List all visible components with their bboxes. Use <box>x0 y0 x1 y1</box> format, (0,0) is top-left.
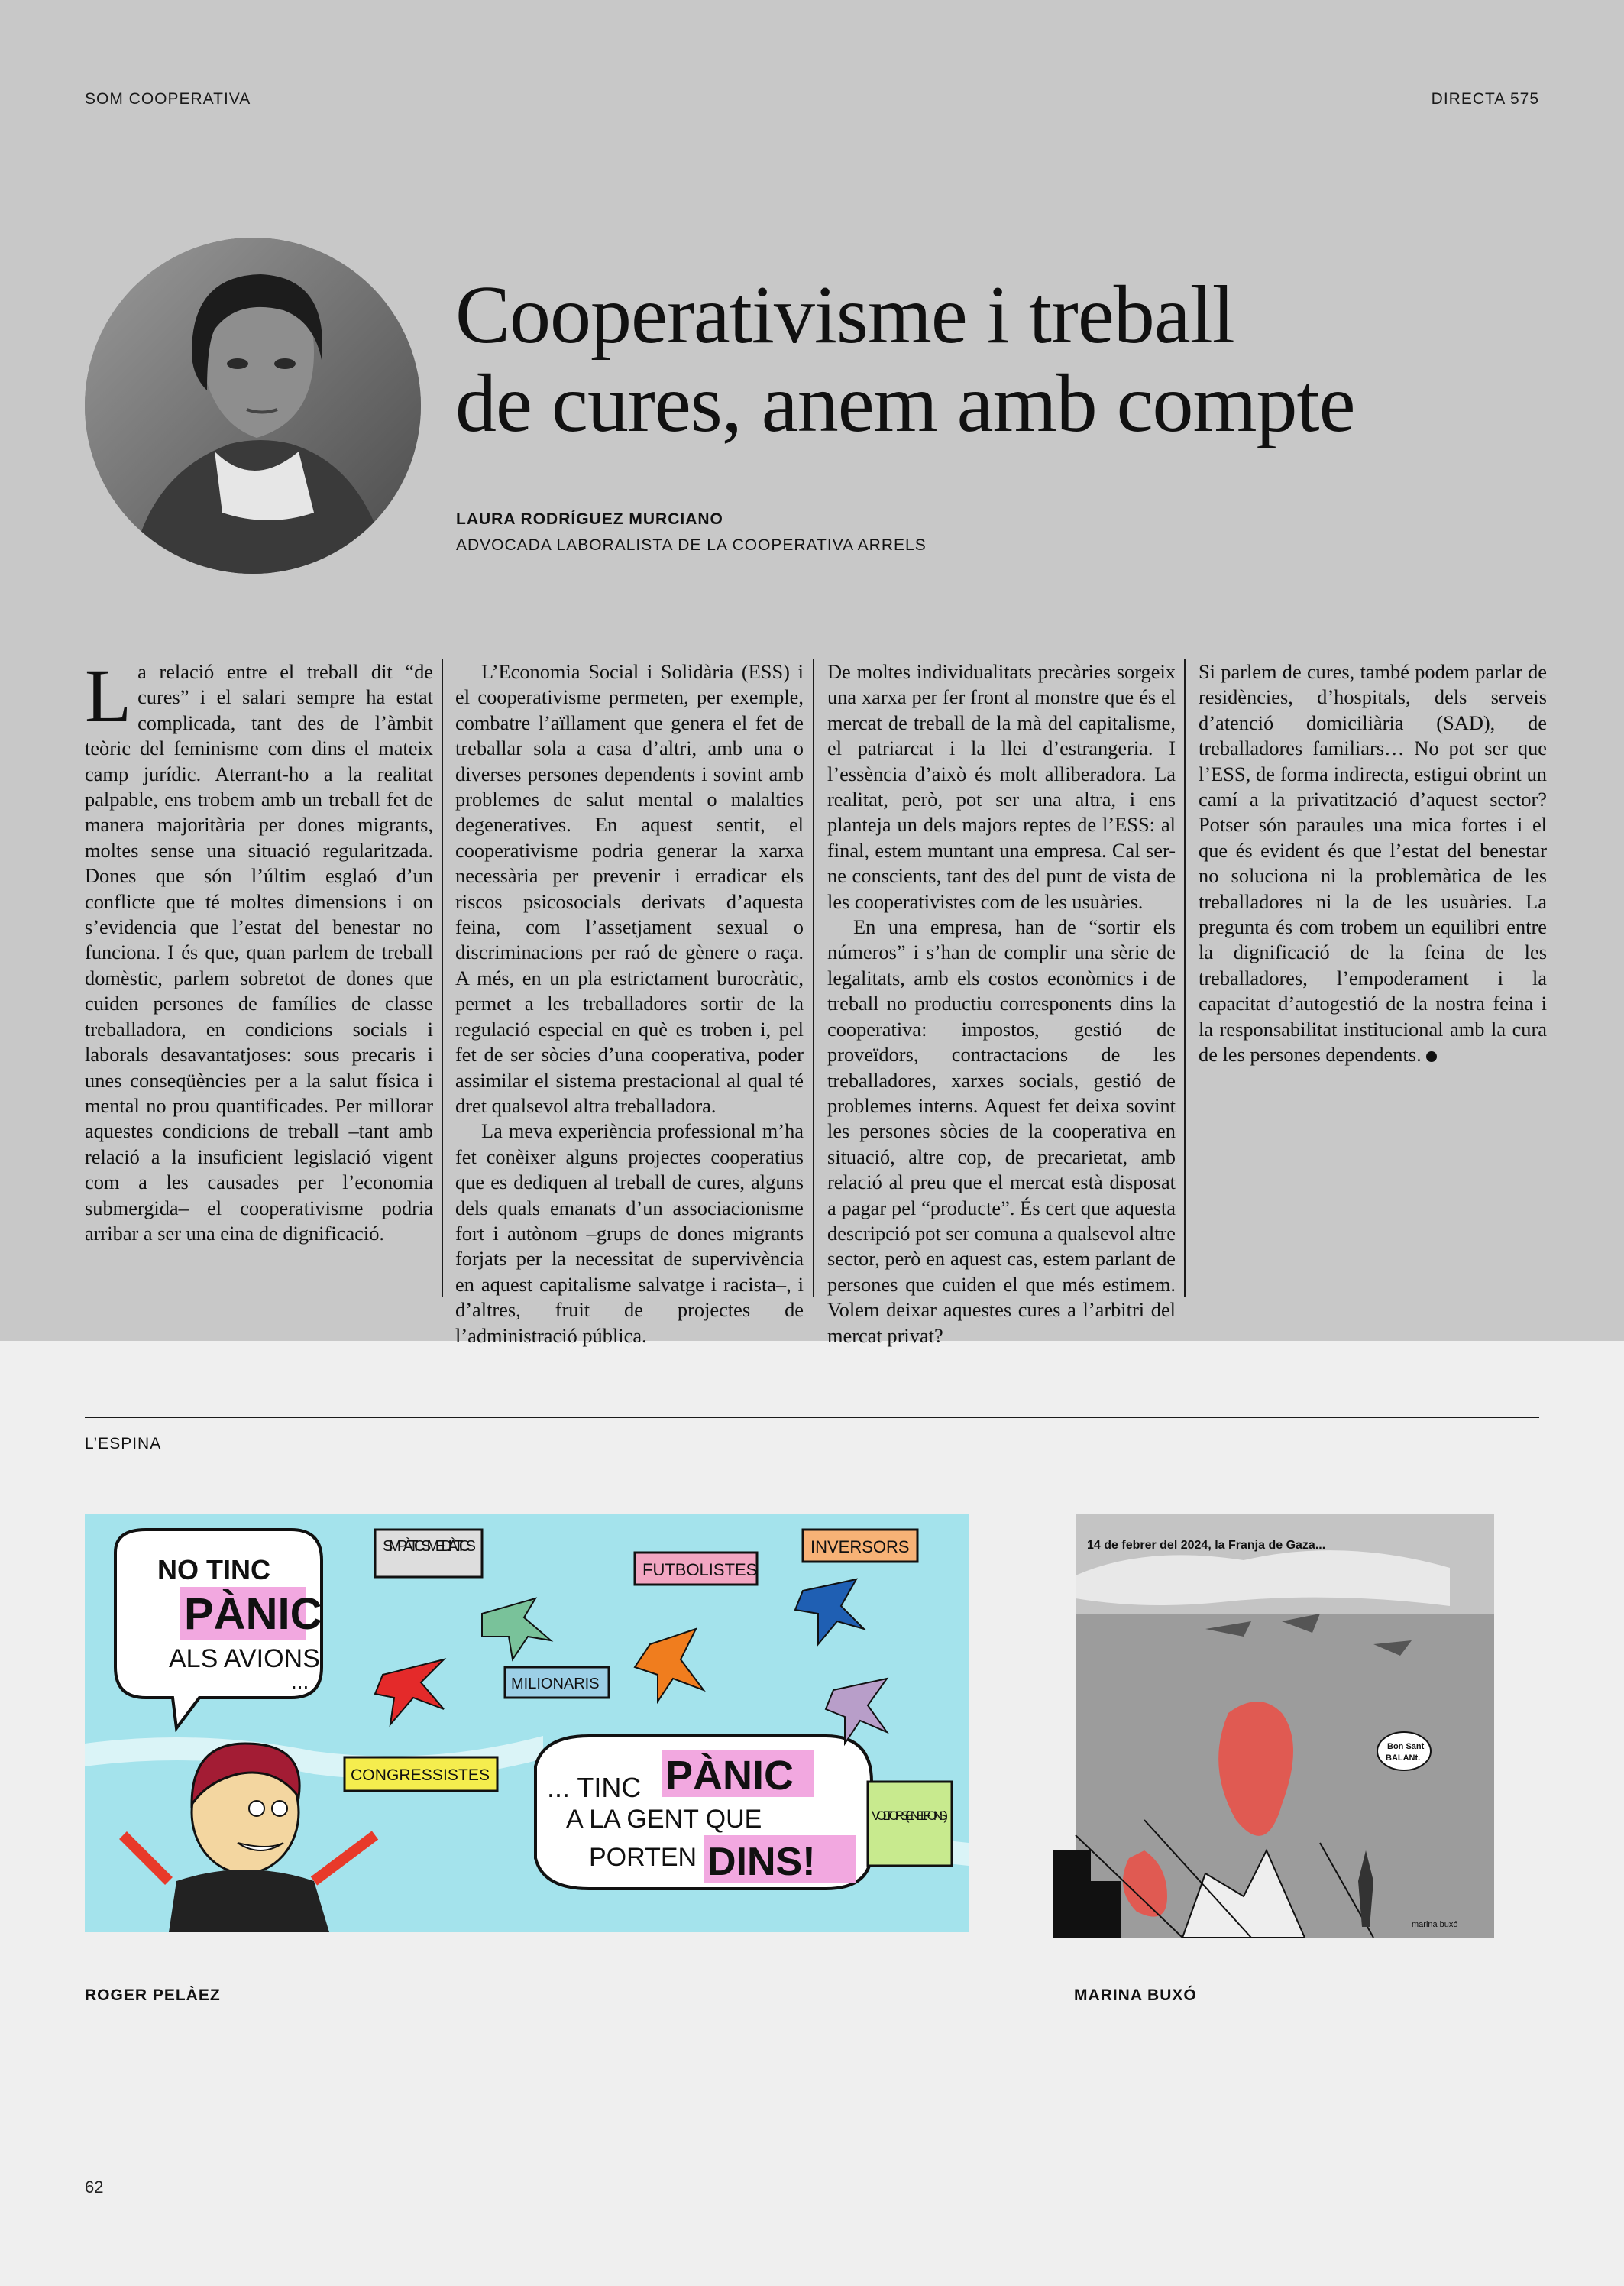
bubble-left-line-1: NO TINC <box>157 1554 270 1585</box>
paragraph-4: De moltes individualitats precàries sorgeix una xarxa per fer front al monstre que és el mercat de treball de la mà del capitalisme, el patriarcat i la llei d’estrangeria. I l’essència d’això és molt alliberadora. La realitat, però, pot ser una altra, i ens planteja un dels majors reptes de l’ESS: al final, estem muntant una empresa. Cal ser-ne conscients, tant des del punt de vista de les cooperativistes com de les usuàries. <box>827 660 1176 913</box>
tag-voltors: VOLTORS (EN EL FONS) <box>872 1808 948 1823</box>
article-column-3 <box>827 659 1176 1349</box>
bubble-right-line-2: PÀNIC <box>665 1753 794 1799</box>
paragraph-2: L’Economia Social i Solidària (ESS) i el cooperativisme permeten, per exemple, combatre l’aïllament que genera el fet de treballar sola a casa d’altri, amb una o diverses persones dependents i sovint amb problemes de salut mental o malalties degeneratives. En aquest sentit, el cooperativisme podria generar la xarxa necessària per prevenir i erradicar els riscos psicosocials derivats d’aquesta feina, com l’assetjament sexual o discriminacions per raó de gènere o raça. A més, en un pla estrictament burocràtic, permet a les treballadores sortir de la regulació especial en què es troben i, pel fet de ser sòcies d’una cooperativa, poder assimilar el sistema prestacional al qual té dret qualsevol altra treballadora. <box>455 660 804 1117</box>
author-portrait <box>85 238 421 574</box>
article-column-2 <box>455 659 804 1349</box>
section-label: SOM COOPERATIVA <box>85 90 251 108</box>
cartoon2-signature: marina buxó <box>1412 1920 1458 1929</box>
author-name: LAURA RODRÍGUEZ MURCIANO <box>456 510 723 528</box>
article-column-1 <box>85 653 433 1246</box>
paragraph-6: Si parlem de cures, també podem parlar de residències, d’hospitals, dels serveis d’atenció domiciliària (SAD), de treballadores familiars… No pot ser que l’ESS, de forma indirecta, estigui obrint un camí a la privatització d’aquest sector? Potser són paraules una mica fortes i el que és evident és que l’estat del benestar no soluciona ni la problemàtica de les treballadores ni la de les usuàries. La pregunta és com trobem un equilibri entre la dignificació de la feina de les treballadores, l’empoderament i la capacitat d’autogestió de la nostra feina i la responsabilitat institucional amb la cura de les persones dependents. <box>1199 660 1547 1067</box>
column-rule <box>442 659 443 1297</box>
drop-cap: L <box>85 653 132 738</box>
bubble-right-line-3: A LA GENT QUE <box>566 1805 762 1834</box>
cartoon2-caption: 14 de febrer del 2024, la Franja de Gaza... <box>1087 1539 1326 1552</box>
bubble-left-line-2: PÀNIC <box>184 1589 322 1639</box>
issue-label: DIRECTA 575 <box>1431 90 1539 108</box>
article-column-4 <box>1199 659 1547 1068</box>
page-number: 62 <box>85 2178 104 2197</box>
tag-simpatics: SIMPÀTICS MEDIÀTICS <box>383 1538 476 1555</box>
paragraph-1: La relació entre el treball dit “de cures” i el salari sempre ha estat complicada, tant des de l’àmbit teòric del feminisme com dins el mateix camp jurídic. Aterrant-ho a la realitat palpable, ens trobem amb un treball fet de manera majoritària per dones migrants, moltes sense una situació regularitzada. Dones que són l’últim esglaó d’un conflicte que té moltes dimensions i on s’evidencia que l’estat del benestar no funciona. I és que, quan parlem de treball domèstic, parlem sobretot de dones que cuiden persones de famílies de classe treballadora, en condicions socials i laborals desavantatjoses: sous precaris i unes conseqüències per a la salut física i mental no prou quantificades. Per millorar aquestes condicions de treball –tant amb relació a la insuficient legislació vigent com a les causades per l’economia submergida– el cooperativisme podria arribar a ser una eina de dignificació. <box>85 653 433 1245</box>
bubble-right-line-5: DINS! <box>707 1840 816 1884</box>
tag-congressistes: CONGRESSISTES <box>351 1766 490 1784</box>
title-line-1: Cooperativisme i treball <box>455 270 1234 361</box>
cartoon-pelaez <box>85 1514 969 1932</box>
tag-futbolistes: FUTBOLISTES <box>642 1560 758 1579</box>
bubble-right-line-1: ... TINC <box>547 1772 642 1803</box>
end-mark <box>1426 1051 1437 1062</box>
espina-section-label: L’ESPINA <box>85 1435 162 1452</box>
tag-milionaris: MILIONARIS <box>511 1676 600 1692</box>
section-divider <box>85 1417 1539 1418</box>
tag-inversors: INVERSORS <box>810 1537 910 1556</box>
bubble-left-line-3: ALS AVIONS <box>169 1644 320 1673</box>
paragraph-5: En una empresa, han de “sortir els números” i s’han de complir una sèrie de legalitats, amb els costos econòmics i de treball no productiu corresponents dins la cooperativa: impostos, gestió de proveïdors, contractacions de les treballadores, xarxes socials, gestió de problemes interns. Aquest fet deixa sovint les persones sòcies de la cooperativa en situació, altre cop, de precarietat, amb relació al preu que el mercat està disposat a pagar pel “producte”. És cert que aquesta descripció pot ser comuna a qualsevol altre sector, però en aquest cas, estem parlant de persones que cuiden el que més estimem. Volem deixar aquestes cures a l’arbitri del mercat privat? <box>827 915 1176 1347</box>
column-rule <box>1184 659 1186 1297</box>
bubble-left-line-4: ... <box>291 1669 309 1693</box>
cartoon2-bubble-line-1: Bon Sant <box>1387 1742 1425 1751</box>
cartoon-buxo <box>1053 1514 1494 1938</box>
cartoon2-bubble-line-2: BALANt. <box>1386 1753 1421 1763</box>
column-rule <box>813 659 814 1297</box>
title-line-2: de cures, anem amb compte <box>455 358 1355 449</box>
cartoon2-credit: MARINA BUXÓ <box>1074 1986 1197 2004</box>
paragraph-3: La meva experiència professional m’ha fet conèixer alguns projectes cooperatius que es dediquen al treball de cures, alguns dels quals emanats d’un associacionisme fort i autònom –grups de dones migrants forjats per la necessitat de supervivència en aquest capitalisme salvatge i racista–, i d’altres, fruit de projectes de l’administració pública. <box>455 1119 804 1347</box>
article-title <box>455 271 1525 448</box>
bubble-right-line-4: PORTEN <box>589 1843 697 1872</box>
cartoon1-credit: ROGER PELÀEZ <box>85 1986 221 2004</box>
author-role: ADVOCADA LABORALISTA DE LA COOPERATIVA ARRELS <box>456 536 927 554</box>
